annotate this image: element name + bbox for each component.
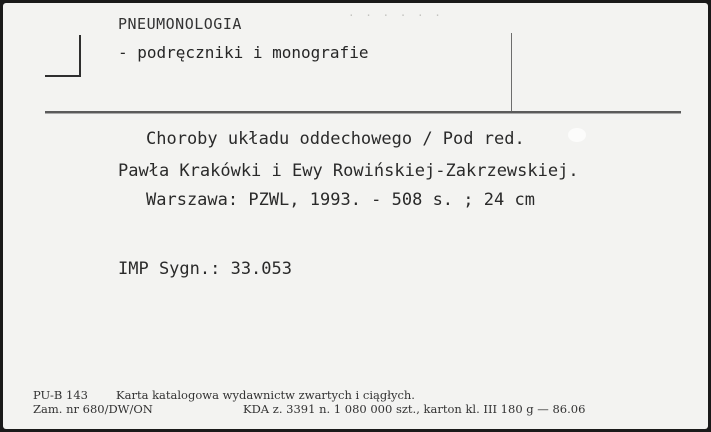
form-code: PU-B 143 bbox=[33, 388, 88, 402]
print-details: KDA z. 3391 n. 1 080 000 szt., karton kl. III 180 g — 86.06 bbox=[243, 402, 586, 416]
order-number: Zam. nr 680/DW/ON bbox=[33, 402, 153, 416]
entry-title-line: Choroby układu oddechowego / Pod red. bbox=[146, 129, 525, 149]
corner-mark-horizontal bbox=[45, 75, 81, 77]
catalog-card bbox=[3, 3, 708, 429]
form-title: Karta katalogowa wydawnictw zwartych i ciągłych. bbox=[116, 388, 415, 402]
vertical-rule bbox=[511, 33, 512, 111]
faint-stamp-mark: · · · · · · bbox=[348, 9, 443, 22]
paper-smudge bbox=[568, 128, 586, 142]
corner-mark-vertical bbox=[79, 35, 81, 77]
entry-publication-line: Warszawa: PZWL, 1993. - 508 s. ; 24 cm bbox=[146, 190, 535, 210]
call-number: IMP Sygn.: 33.053 bbox=[118, 259, 292, 279]
header-divider bbox=[45, 111, 681, 113]
subject-subheading: - podręczniki i monografie bbox=[118, 43, 369, 62]
entry-authors-line: Pawła Krakówki i Ewy Rowińskiej-Zakrzewskiej. bbox=[118, 161, 579, 181]
subject-heading: PNEUMONOLOGIA bbox=[118, 15, 242, 33]
